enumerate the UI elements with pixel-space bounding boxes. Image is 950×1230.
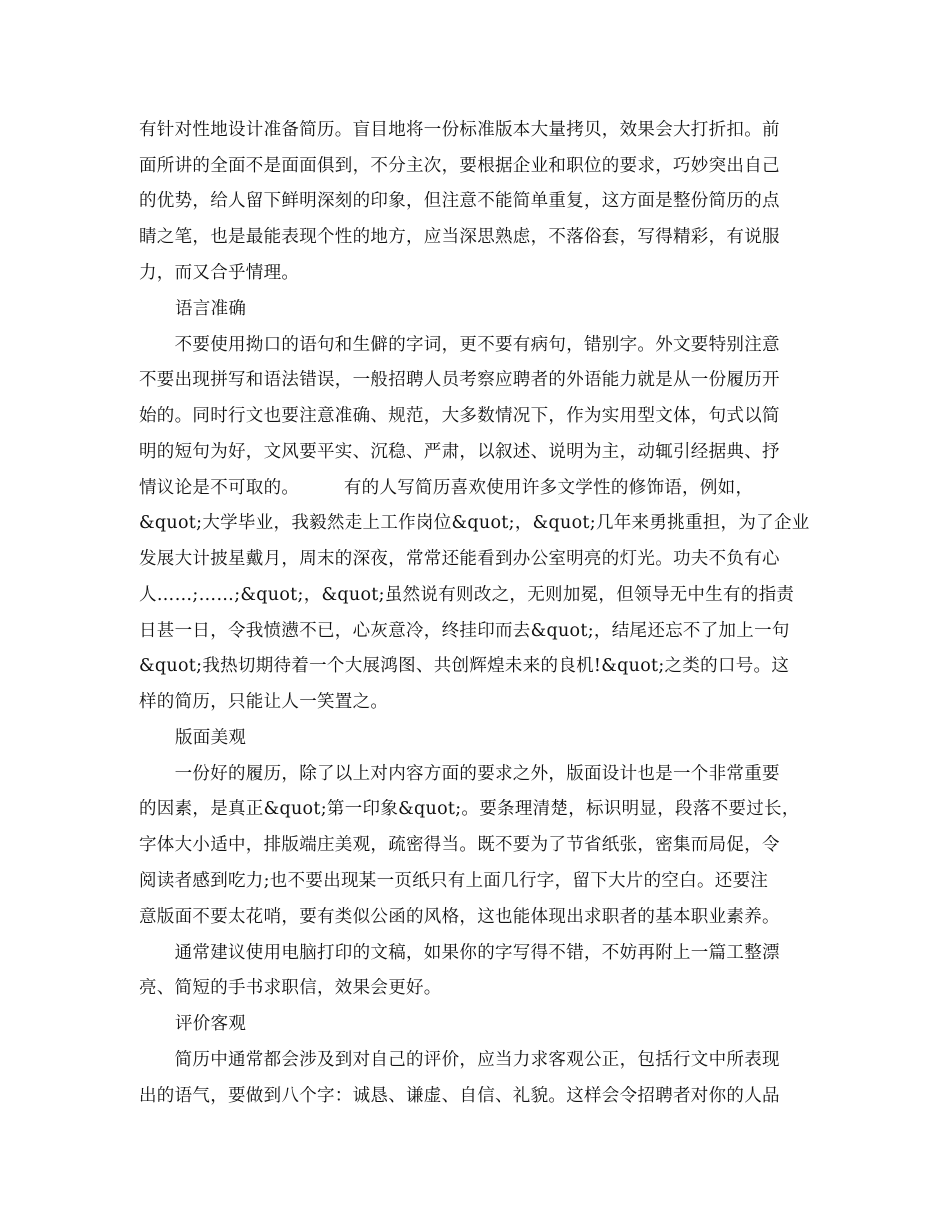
body-text-line: 日甚一日，令我愤懑不已，心灰意冷，终挂印而去&quot;，结尾还忘不了加上一句 (139, 621, 790, 641)
body-text-line: 发展大计披星戴月，周末的深夜，常常还能看到办公室明亮的灯光。功夫不负有心 (139, 549, 780, 569)
body-text-line: 的因素，是真正&quot;第一印象&quot;。要条理清楚，标识明显，段落不要过长， (139, 799, 800, 819)
body-text-line: 样的简历，只能让人一笑置之。 (139, 692, 389, 712)
body-text-line: 始的。同时行文也要注意准确、规范，大多数情况下，作为实用型文体，句式以简 (139, 406, 780, 426)
body-text-line: 意版面不要太花哨，要有类似公函的风格，这也能体现出求职者的基本职业素养。 (139, 907, 780, 927)
body-text-line: 不要使用拗口的语句和生僻的字词，更不要有病句，错别字。外文要特别注意 (139, 335, 780, 355)
body-text-line: 明的短句为好，文风要平实、沉稳、严肃，以叙述、说明为主，动辄引经据典、抒 (139, 442, 780, 462)
body-text-line: 力，而又合乎情理。 (139, 263, 300, 283)
section-heading: 语言准确 (175, 299, 247, 319)
body-text-line: 的优势，给人留下鲜明深刻的印象，但注意不能简单重复，这方面是整份简历的点 (139, 191, 780, 211)
body-text-line: 简历中通常都会涉及到对自己的评价，应当力求客观公正，包括行文中所表现 (139, 1050, 780, 1070)
body-text-line: 通常建议使用电脑打印的文稿，如果你的字写得不错，不妨再附上一篇工整漂 (139, 943, 780, 963)
body-text-line: 睛之笔，也是最能表现个性的地方，应当深思熟虑，不落俗套，写得精彩，有说服 (139, 227, 780, 247)
body-text-line: 面所讲的全面不是面面俱到，不分主次，要根据企业和职位的要求，巧妙突出自己 (139, 156, 780, 176)
body-text-line: &quot;大学毕业，我毅然走上工作岗位&quot;，&quot;几年来勇挑重担，为了企业 (139, 513, 810, 533)
section-heading: 评价客观 (175, 1014, 247, 1034)
body-text-line: 一份好的履历，除了以上对内容方面的要求之外，版面设计也是一个非常重要 (139, 764, 780, 784)
body-text-line: 有针对性地设计准备简历。盲目地将一份标准版本大量拷贝，效果会大打折扣。前 (139, 120, 780, 140)
body-text-line: &quot;我热切期待着一个大展鸿图、共创辉煌未来的良机!&quot;之类的口号。这 (139, 656, 790, 676)
body-text-line: 人……;……;&quot;，&quot;虽然说有则改之，无则加冕，但领导无中生有的指责 (139, 585, 795, 605)
body-text-line: 情议论是不可取的。 有的人写简历喜欢使用许多文学性的修饰语，例如， (139, 478, 754, 498)
body-text-line: 阅读者感到吃力;也不要出现某一页纸只有上面几行字，留下大片的空白。还要注 (139, 871, 769, 891)
body-text-line: 字体大小适中，排版端庄美观，疏密得当。既不要为了节省纸张，密集而局促，令 (139, 835, 780, 855)
section-heading: 版面美观 (175, 728, 247, 748)
body-text-line: 亮、简短的手书求职信，效果会更好。 (139, 978, 442, 998)
body-text-line: 不要出现拼写和语法错误，一般招聘人员考察应聘者的外语能力就是从一份履历开 (139, 370, 780, 390)
body-text-line: 出的语气，要做到八个字：诚恳、谦虚、自信、礼貌。这样会令招聘者对你的人品 (139, 1086, 780, 1106)
